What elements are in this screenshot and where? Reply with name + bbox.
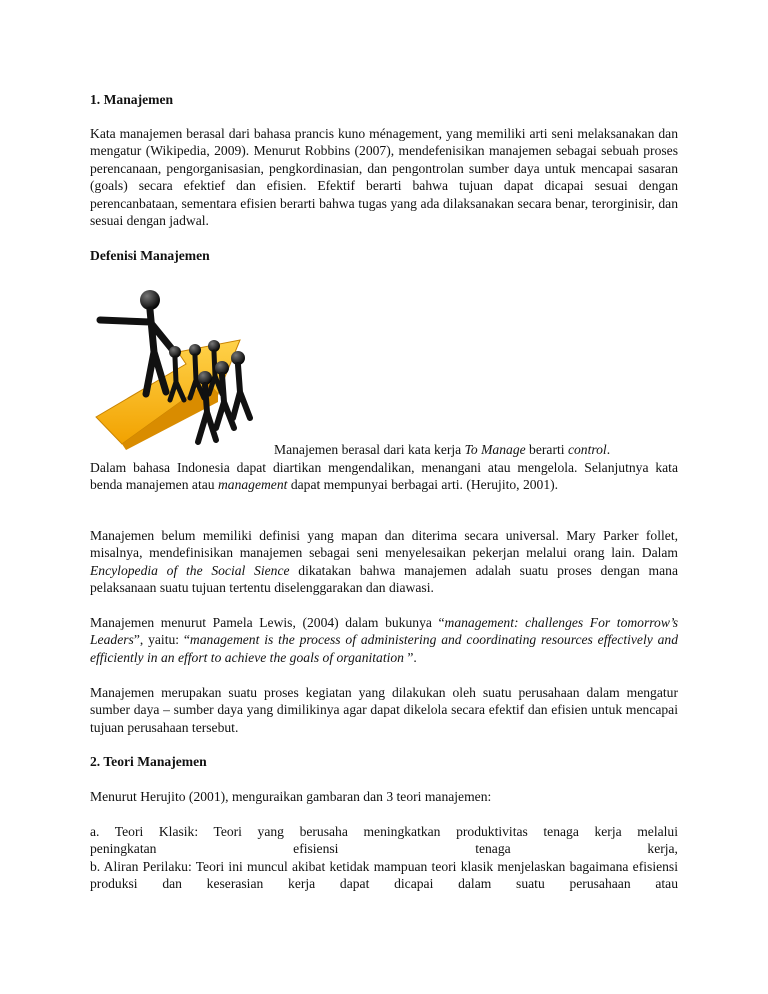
italic-term: To Manage: [464, 442, 526, 457]
list-teori: [90, 823, 678, 893]
italic-quote: management is the process of administering and coordinating resources effectively and efficiently in an effort to achieve the goals of organitation: [90, 632, 678, 665]
word: kerja,: [647, 841, 678, 857]
paragraph-kata-manajemen: Kata manajemen berasal dari bahasa prancis kuno ménagement, yang memiliki arti seni melaksanakan dan mengatur (Wikipedia, 2009). Menurut Robbins (2007), mendefenisikan manajemen sebagai sebuah proses perencanaan, pengorganisasian, pengkordinasian, dan pengontrolan sumber daya untuk mencapai sasaran (goals) secara efektief dan efisien. Efektif berarti bahwa tujuan dapat dicapai sesuai dengan perencanbataan, sementara efisien berarti bahwa tugas yang ada dilaksanakan secara benar, terorginisir, dan sesuai dengan jadwal.: [90, 126, 678, 229]
paragraph-mary-parker: [90, 527, 678, 597]
text-fragment: Manajemen belum memiliki definisi yang mapan dan diterima secara universal. Mary Parker follet, misalnya, mendefinisikan manajemen sebagai seni menyelesaikan pekerjan melalui orang lain. Dalam: [90, 528, 678, 561]
text-fragment: dapat mempunyai berbagai arti. (Herujito, 2001).: [287, 477, 559, 493]
leader-figure-illustration: [90, 282, 276, 452]
paragraph-herujito-intro: Menurut Herujito (2001), menguraikan gambaran dan 3 teori manajemen:: [90, 789, 492, 804]
text-fragment: ”, yaitu: “: [133, 632, 190, 648]
text-fragment: Manajemen berasal dari kata kerja: [274, 442, 465, 457]
paragraph-bahasa-indonesia: [90, 459, 678, 494]
section-heading-manajemen: 1. Manajemen: [90, 92, 174, 107]
paragraph-to-manage: [90, 441, 678, 458]
italic-term: control: [567, 442, 607, 457]
section-heading-teori-manajemen: 2. Teori Manajemen: [90, 754, 207, 769]
list-item-aliran-perilaku: b. Aliran Perilaku: Teori ini muncul akibat ketidak mampuan teori klasik menjelaskan bagaimana efisiensi produksi dan keserasian kerja dapat dicapai dalam suatu perusahaan atau: [90, 858, 678, 892]
text-fragment: ”.: [403, 649, 417, 665]
text-fragment: .: [606, 442, 611, 457]
document-page: [90, 0, 678, 994]
text-fragment: Dalam bahasa Indonesia dapat diartikan mengendalikan, menangani atau mengelola. Selanjutnya kata benda manajemen atau: [90, 460, 678, 493]
word: tenaga: [475, 841, 511, 857]
list-item-teori-klasik: a. Teori Klasik: Teori yang berusaha meningkatkan produktivitas tenaga kerja melalui: [90, 824, 678, 839]
paragraph-pamela-lewis: [90, 614, 678, 666]
leader-pointing-figures-arrow-icon: [90, 282, 276, 452]
italic-title: Encylopedia of the Social Sience: [90, 562, 290, 578]
italic-book-title: management: challenges For tomorrow’s Leaders: [90, 615, 678, 648]
heading-defenisi-manajemen: Defenisi Manajemen: [90, 248, 210, 263]
text-fragment: Manajemen menurut Pamela Lewis, (2004) dalam bukunya “: [90, 615, 445, 630]
text-fragment: dikatakan bahwa manajemen adalah suatu proses dengan mana pelaksanaan suatu tujuan tertentu diselenggarakan dan diawasi.: [90, 562, 678, 596]
text-fragment: berarti: [525, 442, 568, 457]
word: efisiensi: [293, 841, 339, 857]
italic-term: management: [217, 477, 288, 493]
list-item-teori-klasik-continued: [90, 840, 678, 857]
word: peningkatan: [90, 841, 157, 857]
paragraph-proses-kegiatan: Manajemen merupakan suatu proses kegiatan yang dilakukan oleh suatu perusahaan dalam mengatur sumber daya – sumber daya yang dimilikinya agar dapat dikelola secara efektif dan efisien untuk mencapai tujuan perusahaan tersebut.: [90, 685, 678, 735]
